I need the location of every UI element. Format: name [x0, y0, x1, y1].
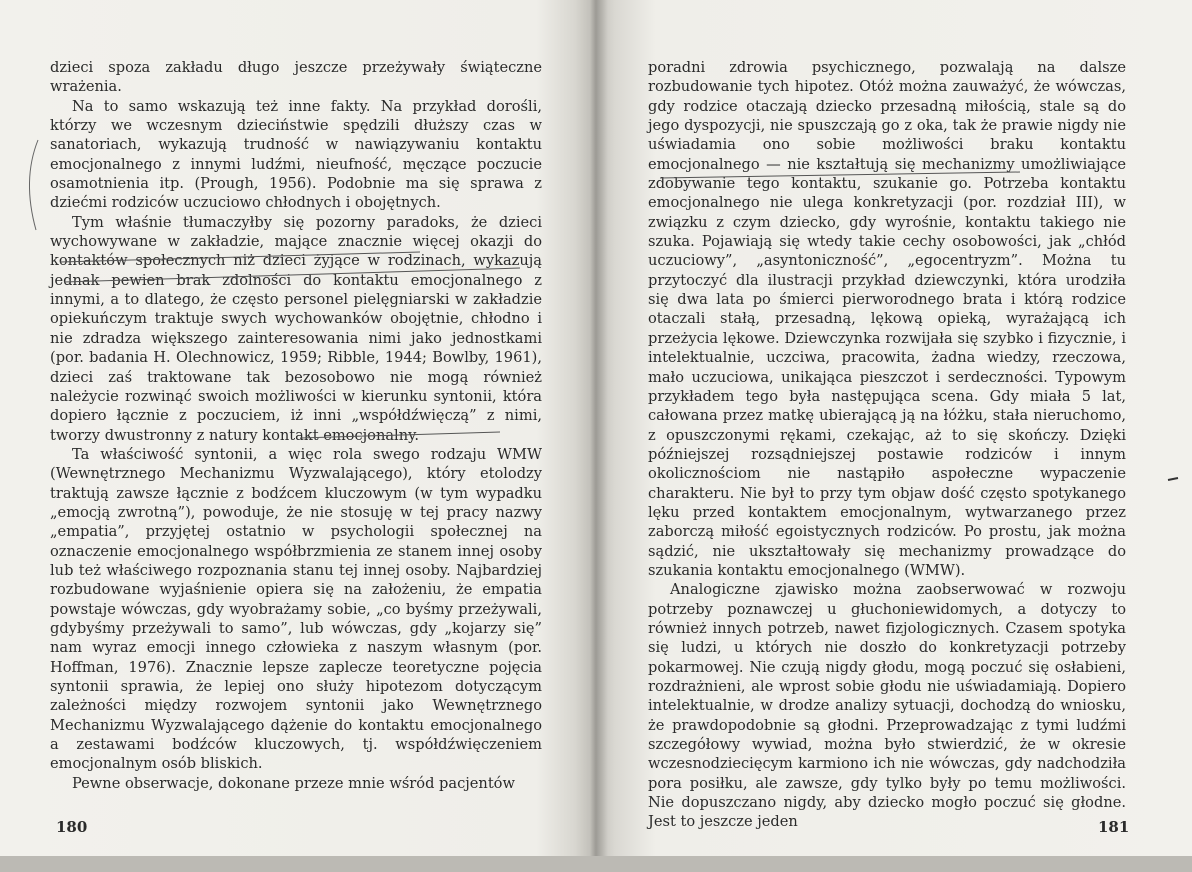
handwritten-underline [60, 252, 420, 262]
left-paragraph: Pewne obserwacje, dokonane przeze mnie wśród pacjentów [72, 774, 515, 792]
page-number-left: 180 [56, 818, 88, 836]
page-number-right: 181 [1098, 818, 1130, 836]
margin-pencil-mark [29, 140, 38, 230]
margin-dash-mark [1168, 478, 1178, 480]
handwritten-underline [300, 432, 500, 438]
left-paragraph: dzieci spoza zakładu długo jeszcze przeżywały świąteczne wrażenia. [50, 59, 542, 96]
handwritten-underline [660, 172, 1020, 178]
right-paragraph: poradni zdrowia psychicznego, pozwalają na dalsze rozbudowanie tych hipotez. Otóż można zauważyć, że wówczas, gdy rodzice otaczają dziecko przesadną miłością, stale są do jego dyspozycji, nie spuszczają go z oka, tak że prawie nigdy nie uświadamia ono sobie możliwości braku kontaktu emocjonalnego — nie kształtują się mechanizmy umożliwiające zdobywanie tego kontaktu, szukanie go. Potrzeba kontaktu emocjonalnego nie ulega konkretyzacji (por. rozdział III), w związku z czym dziecko, gdy wyrośnie, kontaktu takiego nie szuka. Pojawiają się wtedy takie cechy osobowości, jak „chłód uczuciowy”, „asyntoniczność”, „egocentryzm”. Można tu przytoczyć dla ilustracji przykład dziewczynki, która urodziła się dwa lata po śmierci pierworodnego brata i którą rodzice otaczali stałą, przesadną, lękową opieką, wyrażającą ich przeżycia lękowe. Dziewczynka rozwijała się szybko i fizycznie, i intelektualnie, uczciwa, pracowita, żadna wiedzy, rzeczowa, mało uczuciowa, unikająca pieszczot i serdeczności. Typowym przykładem tego była następująca scena. Gdy miała 5 lat, całowana przez matkę ubierającą ją na łóżku, stała nieruchomo, z opuszczonymi rękami, czekając, aż to się skończy. Dzięki późniejszej rozsądniejszej postawie rodziców i innym okolicznościom nie nastąpiło aspołeczne wypaczenie charakteru. Nie był to przy tym objaw dość często spotykanego lęku przed kontaktem emocjonalnym, wytwarzanego przez zaborczą miłość egoistycznych rodziców. Po prostu, jak można sądzić, nie ukształtowały się mechanizmy prowadzące do szukania kontaktu emocjonalnego (WMW). [648, 59, 1126, 579]
left-paragraph: Tym właśnie tłumaczyłby się pozorny paradoks, że dzieci wychowywane w zakładzie, mające znacznie więcej okazji do kontaktów społecznych niż dzieci żyjące w rodzinach, wykazują jednak pewien brak zdolności do kontaktu emocjonalnego z innymi, a to dlatego, że często personel pielęgniarski w zakładzie opiekuńczym traktuje swych wychowanków obojętnie, chłodno i nie zdradza większego zainteresowania nimi jako jednostkami (por. badania H. Olechnowicz, 1959; Ribble, 1944; Bowlby, 1961), dzieci zaś traktowane tak bezosobowo nie mogą również należycie rozwinąć swoich możliwości w kierunku syntonii, która dopiero łącznie z poczuciem, iż inni „współdźwięczą” z nimi, tworzy dwustronny z natury kontakt emocjonalny. [50, 213, 542, 444]
handwritten-underline [64, 268, 520, 282]
left-paragraph: Ta właściwość syntonii, a więc rola swego rodzaju WMW (Wewnętrznego Mechanizmu Wyzwalającego), który etolodzy traktują zawsze łącznie z bodźcem kluczowym (w tym wypadku „emocją zwrotną”), powoduje, że nie stosuję w tej pracy nazwy „empatia”, przyjętej ostatnio w psychologii społecznej na oznaczenie emocjonalnego współbrzmienia ze stanem innej osoby lub też właściwego rozpoznania stanu tej innej osoby. Najbardziej rozbudowane wyjaśnienie opiera się na założeniu, że empatia powstaje wówczas, gdy wyobrażamy sobie, „co byśmy przeżywali, gdybyśmy przeżywali to samo”, lub wówczas, gdy „kojarzy się” nam wyraz emocji innego człowieka z naszym własnym (por. Hoffman, 1976). Znacznie lepsze zaplecze teoretyczne pojęcia syntonii sprawia, że lepiej ono służy hipotezom dotyczącym zależności między rozwojem syntonii jako Wewnętrznego Mechanizmu Wyzwalającego dążenie do kontaktu emocjonalnego a zestawami bodźców kluczowych, tj. współdźwięczeniem emocjonalnym osób bliskich. [50, 445, 542, 773]
right-paragraph: Analogiczne zjawisko można zaobserwować w rozwoju potrzeby poznawczej u głuchoniewidomych, a dotyczy to również innych potrzeb, nawet fizjologicznych. Czasem spotyka się ludzi, u których nie doszło do konkretyzacji potrzeby pokarmowej. Nie czują nigdy głodu, mogą poczuć się osłabieni, rozdrażnieni, ale wprost sobie głodu nie uświadamiają. Dopiero intelektualnie, w drodze analizy sytuacji, dochodzą do wniosku, że prawdopodobnie są głodni. Przeprowadzając z tymi ludźmi szczegółowy wywiad, można było stwierdzić, że w okresie wczesnodziecięcym karmiono ich nie wówczas, gdy nadchodziła pora posiłku, ale zawsze, gdy tylko były po temu możliwości. Nie dopuszczano nigdy, aby dziecko mogło poczuć się głodne. Jest to jeszcze jeden [648, 581, 1126, 831]
page-bottom-edge [0, 856, 1192, 872]
left-paragraph: Na to samo wskazują też inne fakty. Na przykład dorośli, którzy we wczesnym dzieciństwie spędzili dłuższy czas w sanatoriach, wykazują trudność w nawiązywaniu kontaktu emocjonalnego z innymi ludźmi, nieufność, męczące poczucie osamotnienia itp. (Prough, 1956). Podobnie ma się sprawa z dziećmi rodziców uczuciowo chłodnych i obojętnych. [50, 97, 542, 212]
